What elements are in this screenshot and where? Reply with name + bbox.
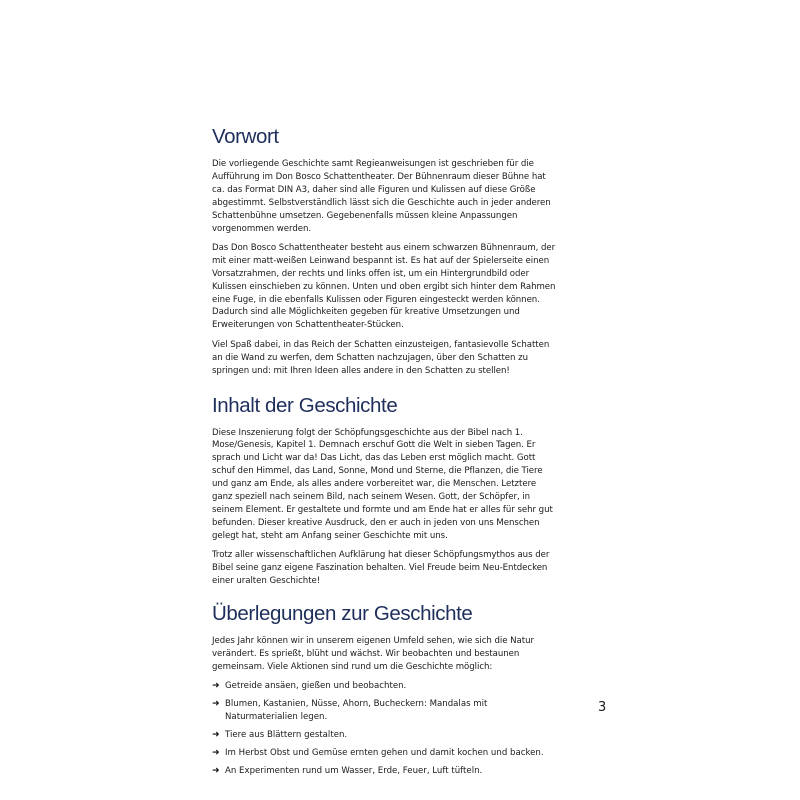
section-heading-ueberlegungen: Überlegungen zur Geschichte — [212, 601, 473, 625]
section-inhalt — [212, 393, 557, 588]
arrow-right-icon: ➜ — [212, 747, 220, 758]
arrow-right-icon: ➜ — [212, 681, 220, 692]
list-item — [212, 765, 557, 778]
document-page — [212, 124, 557, 783]
section-ueberlegungen — [212, 601, 557, 778]
arrow-right-icon: ➜ — [212, 699, 220, 709]
list-item — [212, 698, 557, 724]
section-heading-vorwort: Vorwort — [212, 125, 279, 148]
list-item-text: Blumen, Kastanien, Nüsse, Ahorn, Bucheckern: Mandalas mit Naturmaterialien legen. — [225, 699, 488, 722]
paragraph: Die vorliegende Geschichte samt Regieanweisungen ist geschrieben für die Aufführung im Don Bosco Schattentheater. Der Bühnenraum dieser Bühne hat ca. das Format DIN A3, daher sind alle Figuren und Kulissen auf diese Größe abgestimmt. Selbstverständlich lässt sich die Geschichte auch in jeder anderen Schattenbühne umsetzen. Gegebenenfalls müssen kleine Anpassungen vorgenommen werden. — [212, 159, 551, 234]
page-number: 3 — [598, 700, 607, 715]
section-vorwort — [212, 124, 557, 378]
list-item-text: Im Herbst Obst und Gemüse ernten gehen und damit kochen und backen. — [225, 747, 544, 758]
paragraph: Viel Spaß dabei, in das Reich der Schatten einzusteigen, fantasievolle Schatten an die Wand zu werfen, dem Schatten nachzujagen, über den Schatten zu springen und: mit Ihren Ideen alles andere in den Schatten zu stellen! — [212, 339, 550, 376]
paragraph: Trotz aller wissenschaftlichen Aufklärung hat dieser Schöpfungsmythos aus der Bibel seine ganz eigene Faszination behalten. Viel Freude beim Neu-Entdecken einer uralten Geschichte! — [212, 550, 550, 586]
paragraph: Jedes Jahr können wir in unserem eigenen Umfeld sehen, wie sich die Natur verändert. Es sprießt, blüht und wächst. Wir beobachten und bestaunen gemeinsam. Viele Aktionen sind rund um die Geschichte möglich: — [212, 635, 534, 672]
arrow-right-icon: ➜ — [212, 729, 220, 740]
section-heading-inhalt: Inhalt der Geschichte — [212, 393, 398, 417]
list-item-text: Getreide ansäen, gießen und beobachten. — [225, 681, 407, 692]
list-item-text: An Experimenten rund um Wasser, Erde, Feuer, Luft tüfteln. — [225, 765, 483, 776]
arrow-right-icon: ➜ — [212, 765, 220, 776]
paragraph: Das Don Bosco Schattentheater besteht aus einem schwarzen Bühnenraum, der mit einer matt-weißen Leinwand bespannt ist. Es hat auf der Spielerseite einen Vorsatzrahmen, der rechts und links offen ist, um ein Hintergrundbild oder Kulissen einschieben zu können. Unten und oben ergibt sich hinter dem Rahmen eine Fuge, in die ebenfalls Kulissen oder Figuren eingesteckt werden können. Dadurch sind alle Möglichkeiten gegeben für kreative Umsetzungen und Erweiterungen von Schattentheater-Stücken. — [212, 242, 556, 331]
list-item — [212, 747, 557, 760]
list-item-text: Tiere aus Blättern gestalten. — [225, 729, 348, 740]
list-item — [212, 729, 557, 742]
activity-list — [212, 680, 557, 777]
list-item — [212, 680, 557, 693]
paragraph: Diese Inszenierung folgt der Schöpfungsgeschichte aus der Bibel nach 1. Mose/Genesis, Kapitel 1. Demnach erschuf Gott die Welt in sieben Tagen. Er sprach und Licht war da! Das Licht, das das Leben erst möglich macht. Gott schuf den Himmel, das Land, Sonne, Mond und Sterne, die Pflanzen, die Tiere und ganz am Ende, als alles andere vorbereitet war, die Menschen. Letztere ganz speziell nach seinem Bild, nach seinem Wesen. Gott, der Schöpfer, in seinem Element. Er gestaltete und formte und am Ende hat er alles für sehr gut befunden. Dieser kreative Ausdruck, den er auch in jeden von uns Menschen gelegt hat, steht am Anfang seiner Geschichte mit uns. — [212, 427, 553, 541]
